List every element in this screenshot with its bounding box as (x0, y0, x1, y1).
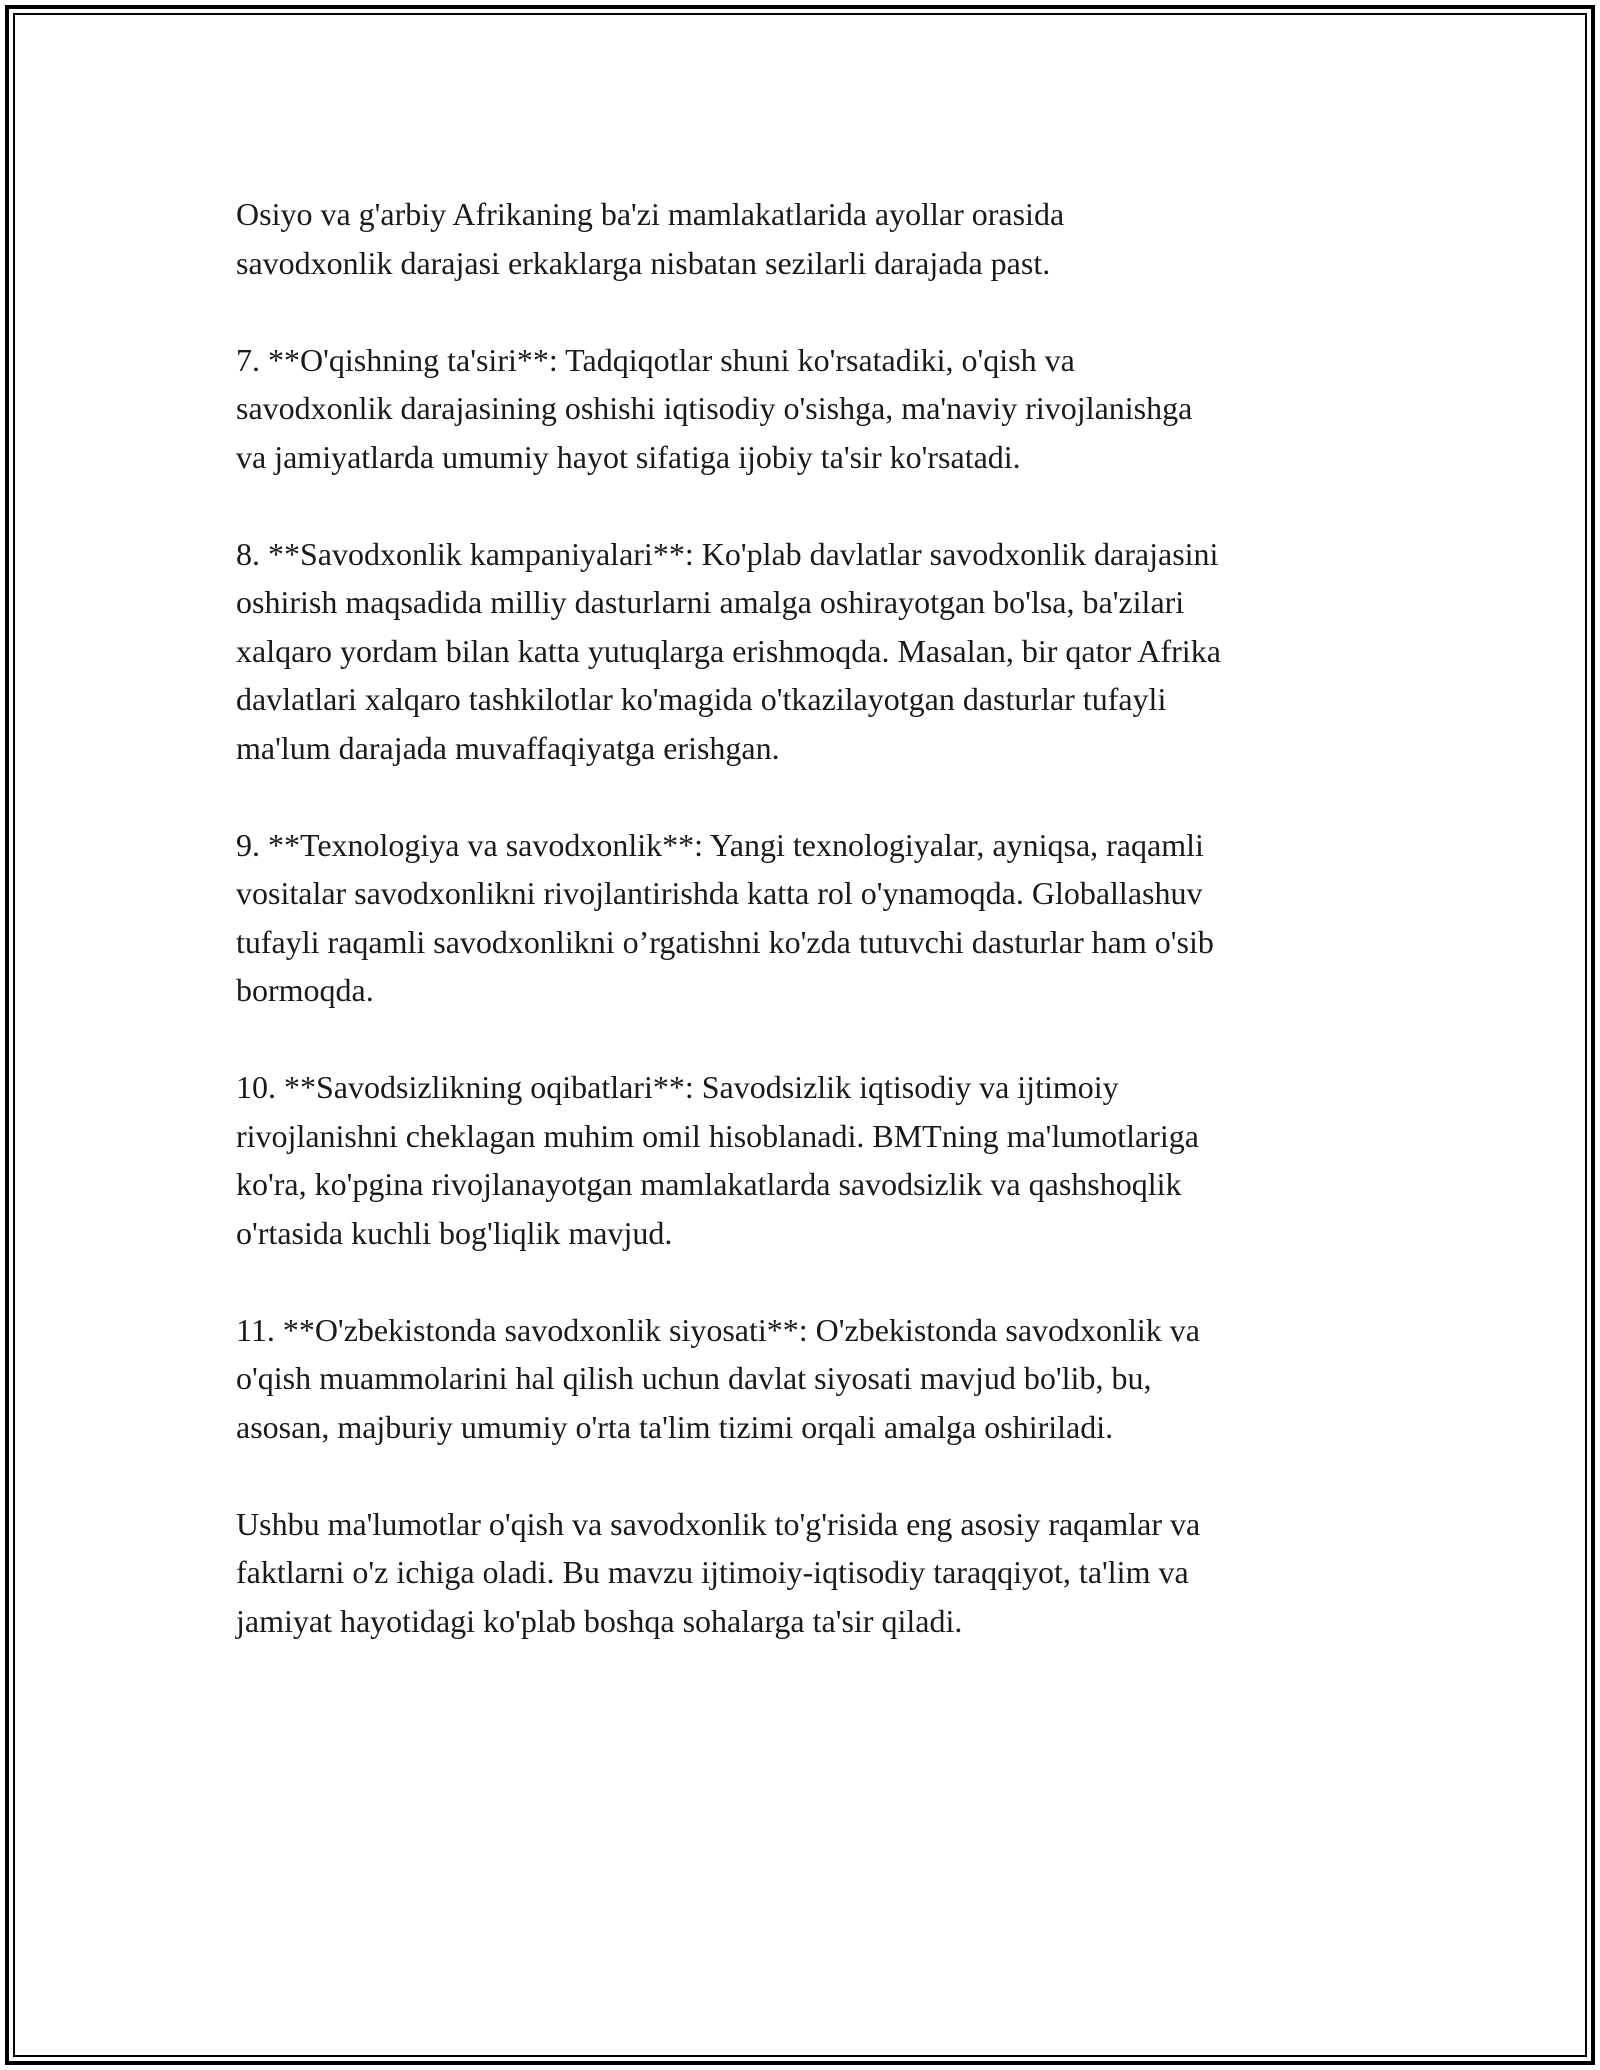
paragraph-item-7: 7. **O'qishning ta'siri**: Tadqiqotlar shuni ko'rsatadiki, o'qish va savodxonlik darajasining oshishi iqtisodiy o'sishga, ma'naviy rivojlanishga va jamiyatlarda umumiy hayot sifatiga ijobiy ta'sir ko'rsatadi. (236, 341, 1193, 475)
paragraph-conclusion: Ushbu ma'lumotlar o'qish va savodxonlik to'g'risida eng asosiy raqamlar va faktlarni o'z ichiga oladi. Bu mavzu ijtimoiy-iqtisodiy taraqqiyot, ta'lim va jamiyat hayotidagi ko'plab boshqa sohalarga ta'sir qiladi. (236, 1505, 1201, 1639)
paragraph-intro-continuation: Osiyo va g'arbiy Afrikaning ba'zi mamlakatlarida ayollar orasida savodxonlik darajasi erkaklarga nisbatan sezilarli darajada past. (236, 196, 1065, 281)
paragraph-item-9: 9. **Texnologiya va savodxonlik**: Yangi texnologiyalar, ayniqsa, raqamli vositalar savodxonlikni rivojlantirishda katta rol o'ynamoqda. Globallashuv tufayli raqamli savodxonlikni o’rgatishni ko'zda tutuvchi dasturlar ham o'sib bormoqda. (236, 826, 1214, 1008)
paragraph-item-11: 11. **O'zbekistonda savodxonlik siyosati**: O'zbekistonda savodxonlik va o'qish muammolarini hal qilish uchun davlat siyosati mavjud bo'lib, bu, asosan, majburiy umumiy o'rta ta'lim tizimi orqali amalga oshiriladi. (236, 1311, 1200, 1445)
document-body (236, 190, 1376, 1694)
paragraph-item-8: 8. **Savodxonlik kampaniyalari**: Ko'plab davlatlar savodxonlik darajasini oshirish maqsadida milliy dasturlarni amalga oshirayotgan bo'lsa, ba'zilari xalqaro yordam bilan katta yutuqlarga erishmoqda. Masalan, bir qator Afrika davlatlari xalqaro tashkilotlar ko'magida o'tkazilayotgan dasturlar tufayli ma'lum darajada muvaffaqiyatga erishgan. (236, 535, 1221, 766)
paragraph-item-10: 10. **Savodsizlikning oqibatlari**: Savodsizlik iqtisodiy va ijtimoiy rivojlanishni cheklagan muhim omil hisoblanadi. BMTning ma'lumotlariga ko'ra, ko'pgina rivojlanayotgan mamlakatlarda savodsizlik va qashshoqlik o'rtasida kuchli bog'liqlik mavjud. (236, 1069, 1199, 1251)
